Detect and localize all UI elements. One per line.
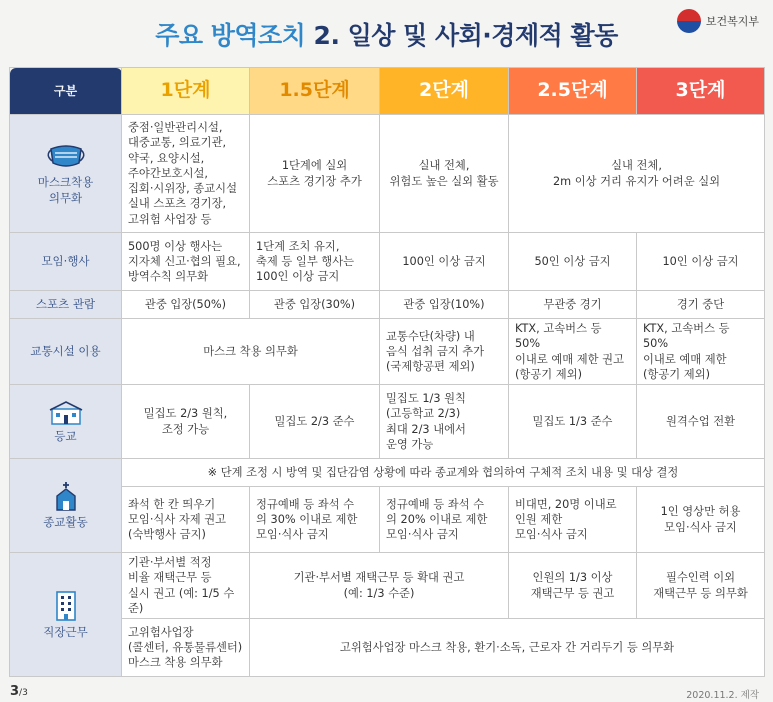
page-total: /3 (19, 688, 28, 698)
row-label-text: 직장근무 (43, 624, 88, 639)
cell-gathering-s1: 500명 이상 행사는 지자체 신고·협의 필요, 방역수칙 의무화 (122, 233, 250, 291)
cell-religion-s1: 좌석 한 칸 띄우기 모임·식사 자제 권고 (숙박행사 금지) (122, 487, 250, 553)
measures-table (9, 67, 765, 677)
row-gathering (10, 233, 765, 291)
cell-school-s2: 밀집도 1/3 원칙 (고등학교 2/3) 최대 2/3 내에서 운영 가능 (380, 385, 509, 459)
cell-sports-s1: 관중 입장(50%) (122, 291, 250, 319)
cell-work-s25: 인원의 1/3 이상 재택근무 등 권고 (509, 553, 637, 619)
page-number (10, 684, 28, 699)
cell-work-s1b: 고위험사업장 (콜센터, 유통물류센터) 마스크 착용 의무화 (122, 619, 250, 677)
school-icon (49, 399, 83, 425)
ministry-name: 보건복지부 (705, 15, 759, 28)
cell-sports-s2: 관중 입장(10%) (380, 291, 509, 319)
cell-work-s15-3: 고위험사업장 마스크 착용, 환기·소독, 근로자 간 거리두기 등 의무화 (250, 619, 765, 677)
row-mask (10, 115, 765, 233)
mask-icon (45, 141, 87, 171)
row-label-text: 등교 (54, 428, 77, 443)
page-title (0, 16, 773, 52)
cell-religion-s25: 비대면, 20명 이내로 인원 제한 모임·식사 금지 (509, 487, 637, 553)
cell-gathering-s2: 100인 이상 금지 (380, 233, 509, 291)
row-label-transport: 교통시설 이용 (10, 319, 122, 385)
cell-transport-s25: KTX, 고속버스 등 50% 이내로 예매 제한 권고 (항공기 제외) (509, 319, 637, 385)
cell-sports-s25: 무관중 경기 (509, 291, 637, 319)
title-accent: 주요 방역조치 (155, 21, 306, 50)
cell-school-s3: 원격수업 전환 (637, 385, 765, 459)
cell-school-s15: 밀집도 2/3 준수 (250, 385, 380, 459)
ministry-logo (677, 9, 759, 33)
title-rest: 2. 일상 및 사회·경제적 활동 (313, 21, 618, 50)
col-stage-3: 3단계 (637, 68, 765, 115)
row-sports (10, 291, 765, 319)
cell-transport-s3: KTX, 고속버스 등 50% 이내로 예매 제한 (항공기 제외) (637, 319, 765, 385)
cell-work-s15-2: 기관·부서별 재택근무 등 확대 권고 (예: 1/3 수준) (250, 553, 509, 619)
row-religion (10, 487, 765, 553)
row-school (10, 385, 765, 459)
cell-work-s3: 필수인력 이외 재택근무 등 의무화 (637, 553, 765, 619)
cell-sports-s15: 관중 입장(30%) (250, 291, 380, 319)
cell-mask-s2: 실내 전체, 위험도 높은 실외 활동 (380, 115, 509, 233)
cell-gathering-s3: 10인 이상 금지 (637, 233, 765, 291)
row-transport (10, 319, 765, 385)
office-building-icon (53, 589, 79, 621)
row-label-text: 종교활동 (43, 514, 88, 529)
row-label-gathering: 모임·행사 (10, 233, 122, 291)
cell-gathering-s25: 50인 이상 금지 (509, 233, 637, 291)
cell-transport-s2: 교통수단(차량) 내 음식 섭취 금지 추가 (국제항공편 제외) (380, 319, 509, 385)
row-work-2 (10, 619, 765, 677)
row-label-sports: 스포츠 관람 (10, 291, 122, 319)
row-label-school (10, 385, 122, 459)
cell-work-s1a: 기관·부서별 적정 비율 재택근무 등 실시 권고 (예: 1/5 수준) (122, 553, 250, 619)
production-date: 2020.11.2. 제작 (686, 690, 759, 701)
col-category: 구분 (10, 68, 122, 115)
row-label-mask (10, 115, 122, 233)
row-work-1 (10, 553, 765, 619)
row-label-text: 마스크착용 의무화 (37, 174, 94, 205)
cell-religion-s3: 1인 영상만 허용 모임·식사 금지 (637, 487, 765, 553)
cell-mask-s15: 1단계에 실외 스포츠 경기장 추가 (250, 115, 380, 233)
col-stage-1-5: 1.5단계 (250, 68, 380, 115)
taegeuk-icon (677, 9, 701, 33)
cell-mask-s1: 중점·일반관리시설, 대중교통, 의료기관, 약국, 요양시설, 주야간보호시설, 집회·시위장, 종교시설 실내 스포츠 경기장, 고위험 사업장 등 (122, 115, 250, 233)
cell-religion-s15: 정규예배 등 좌석 수 의 30% 이내로 제한 모임·식사 금지 (250, 487, 380, 553)
cell-gathering-s15: 1단계 조치 유지, 축제 등 일부 행사는 100인 이상 금지 (250, 233, 380, 291)
row-label-work (10, 553, 122, 677)
cell-school-s25: 밀집도 1/3 준수 (509, 385, 637, 459)
row-religion-note (10, 459, 765, 487)
cell-sports-s3: 경기 중단 (637, 291, 765, 319)
cell-transport-s1-15: 마스크 착용 의무화 (122, 319, 380, 385)
cell-religion-note: ※ 단계 조정 시 방역 및 집단감염 상황에 따라 종교계와 협의하여 구체적 조치 내용 및 대상 결정 (122, 459, 765, 487)
header-row (10, 68, 765, 115)
col-stage-2-5: 2.5단계 (509, 68, 637, 115)
page-current: 3 (10, 684, 20, 699)
col-stage-2: 2단계 (380, 68, 509, 115)
church-icon (51, 481, 81, 511)
cell-religion-s2: 정규예배 등 좌석 수 의 20% 이내로 제한 모임·식사 금지 (380, 487, 509, 553)
row-label-religion (10, 459, 122, 553)
col-stage-1: 1단계 (122, 68, 250, 115)
cell-school-s1: 밀집도 2/3 원칙, 조정 가능 (122, 385, 250, 459)
cell-mask-s25-3: 실내 전체, 2m 이상 거리 유지가 어려운 실외 (509, 115, 765, 233)
